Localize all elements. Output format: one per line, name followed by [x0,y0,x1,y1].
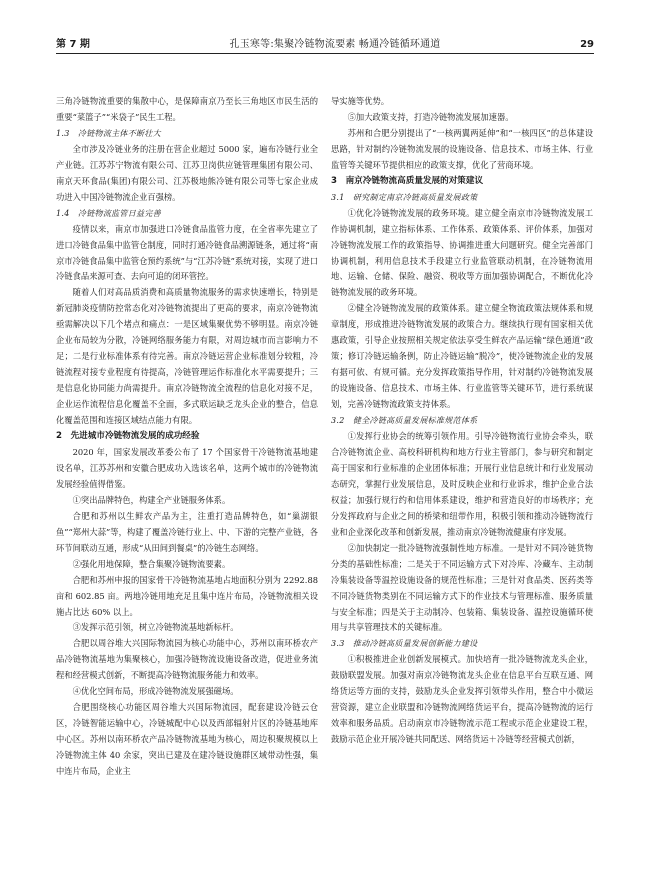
paragraph: ①发挥行业协会的统筹引领作用。引导冷链物流行业协会牵头，联合冷链物流企业、高校科研机构和地方行业主管部门，参与研究和制定高于国家和行业标准的企业团体标准；开展行业信息统计和行业发展动态研究，掌握行业发展信息，及时反映企业和行业诉求，维护企业合法权益；加强行规行约和信用体系建设，维护和营造良好的市场秩序；充分发挥政府与企业之间的桥梁和纽带作用，积极引领和推动冷链物流行业和企业深化改革和创新发展，推动南京冷链物流健康有序发展。 [331,431,593,537]
running-header [56,30,594,54]
paragraph: 合肥和苏州申报的国家骨干冷链物流基地占地面积分别为 2292.88 亩和 602.85 亩。两地冷链用地充足且集中连片布局，冷链物流相关设施占比达 60% 以上。 [56,574,318,617]
section-heading: 3 南京冷链物流高质量发展的对策建议 [331,175,484,186]
paragraph: ①优化冷链物流发展的政务环境。建立健全南京市冷链物流发展工作协调机制，建立指标体系、工作体系、政策体系、评价体系，加强对冷链物流发展工作的政策指导、协调推进重大问题研究。健全完善部门协调机制，利用信息技术手段建立行业监管联动机制，在冷链物流用地、运输、仓储、保险、融资、税收等方面加强协调配合，不断优化冷链物流发展的政务环境。 [331,207,593,298]
paragraph: ⑤加大政策支持，打造冷链物流发展加速器。 [347,111,514,122]
paragraph: 全市涉及冷链业务的注册在营企业超过 5000 家，遍布冷链行业全产业链。江苏苏宁物流有限公司、江苏卫岗供应链管理集团有限公司、南京天环食品(集团)有限公司、江苏极地熊冷链有限公司等七家企业成功进入中国冷链物流企业百强榜。 [56,143,318,202]
subsection-heading: 1.3 冷链物流主体不断壮大 [56,128,161,138]
subsection-heading: 3.3 推动冷链高质量发展创新能力建设 [331,639,478,649]
running-title: 孔玉寒等:集聚冷链物流要素 畅通冷链循环通道 [229,39,441,50]
page-number: 29 [580,39,594,50]
paragraph: 苏州和合肥分别提出了“一核两翼两延伸”和“一核四区”的总体建设思路，针对制约冷链物流发展的设施设备、信息技术、市场主体、行业监管等关键环节提供相应的政策支撑，优化了营商环境。 [331,127,593,170]
paragraph: ①突出品牌特色，构建全产业链服务体系。 [72,494,231,505]
right-column [331,94,593,748]
paragraph: 合肥以周谷堆大兴国际物流园为核心功能中心，苏州以南环桥农产品冷链物流基地为集聚核心，加强冷链物流设施设备改造，促进业务流程和经营模式创新，不断提高冷链物流服务能力和效率。 [56,638,318,681]
issue-number: 第 7 期 [56,39,90,50]
paragraph: ②强化用地保障，整合集聚冷链物流要素。 [72,558,231,569]
paragraph: 合肥和苏州以生鲜农产品为主，注重打造品牌特色，如“巢湖银鱼”“郑州大蒜”等，构建了覆盖冷链行业上、中、下游的完整产业链，各环节间联动互通，形成“从田间到餐桌”的冷链生态网络。 [56,510,318,553]
paragraph: ②健全冷链物流发展的政策体系。建立健全物流政策法规体系和规章制度，形成推进冷链物流发展的政策合力。继续执行现有国家相关优惠政策，引导企业按照相关规定依法享受生鲜农产品运输“绿色通道”政策；修订冷链运输条例，防止冷链运输“脱冷”，使冷链物流企业的发展有据可依、有规可循。充分发挥政策指导作用，针对制约冷链物流发展的设施设备、信息技术、市场主体、行业监管等关键环节，进行系统谋划，完善冷链物流政策支持体系。 [331,303,593,410]
paragraph: 疫情以来，南京市加强进口冷链食品监管力度，在全省率先建立了进口冷链食品集中监管仓制度，同时打通冷链食品溯源链条，通过将“南京市冷链食品集中监管仓预约系统”与“江苏冷链”系统对接，实现了进口冷链食品来源可查、去向可追的闭环管控。 [56,223,318,282]
section-heading: 2 先进城市冷链物流发展的成功经验 [56,431,200,442]
subsection-heading: 3.2 健全冷链高质量发展标准规范体系 [331,416,478,426]
paragraph: 随着人们对高品质消费和高质量物流服务的需求快速增长，特别是新冠肺炎疫情防控常态化对冷链物流提出了更高的要求，南京冷链物流亟需解决以下几个堵点和痛点：一是区域集聚优势不够明显。南京冷链企业布局较为分散，冷链网络服务能力有限，对周边城市而言影响力不足；二是行业标准体系有待完善。南京冷链运营企业标准划分较粗，冷链流程对接专业程度有待提高，冷链管理运作标准化水平需要提升；三是信息化协同能力尚需提升。南京冷链物流全流程的信息化对接不足，企业运作流程信息化覆盖不全面，多式联运缺乏龙头企业的整合，信息化覆盖范围和连接区域结点能力有限。 [56,287,318,426]
subsection-heading: 3.1 研究制定南京冷链高质量发展政策 [331,192,478,202]
paragraph: 三角冷链物流重要的集散中心，是保障南京乃至长三角地区市民生活的重要“菜篮子”“米袋子”民生工程。 [56,96,318,122]
subsection-heading: 1.4 冷链物流监管日益完善 [56,208,161,218]
paragraph: 2020 年，国家发展改革委公布了 17 个国家骨干冷链物流基地建设名单，江苏苏州和安徽合肥成功入选该名单，这两个城市的冷链物流发展经验值得借鉴。 [56,446,318,489]
left-column [56,94,318,780]
paragraph: ④优化空间布局，形成冷链物流发展强磁场。 [72,686,239,697]
paragraph: ①积极推进企业创新发展模式。加快培育一批冷链物流龙头企业，鼓励联盟发展。加强对南京冷链物流龙头企业在信息平台互联互通、网络货运等方面的支持，鼓励龙头企业发挥引领带头作用，整合中小微运营资源，建立企业联盟和冷链物流网络货运平台，提高冷链物流的运行效率和服务品质。启动南京市冷链物流示范工程或示范企业建设工程，鼓励示范企业开展冷链共同配送、网络货运＋冷链等经营模式创新， [331,654,593,745]
paragraph: ③发挥示范引领，树立冷链物流基地新标杆。 [72,622,239,633]
paragraph: 导实施等优势。 [331,96,390,106]
paragraph: 合肥围绕核心功能区周谷堆大兴国际物流园，配套建设冷链云仓区，冷链智能运输中心，冷链城配中心以及西部辐射片区的冷链基地库中心区。苏州以南环桥农产品冷链物流基地为核心，周边积聚规模以上冷链物流主体 40 余家，突出已建及在建冷链设施群区域带动性强，集中连片布局，企业主 [56,702,318,777]
paragraph: ②加快制定一批冷链物流强制性地方标准。一是针对不同冷链货物分类的基础性标准；二是关于不同运输方式下对冷库、冷藏车、主动制冷集装设备等温控设施设备的规范性标准；三是针对食品类、医药类等不同冷链货物类别在不同运输方式下的作业技术与管理标准、服务质量与安全标准；四是关于主动制冷、包装箱、集装设备、温控设施循环使用与共享管理技术的关键标准。 [331,542,593,633]
